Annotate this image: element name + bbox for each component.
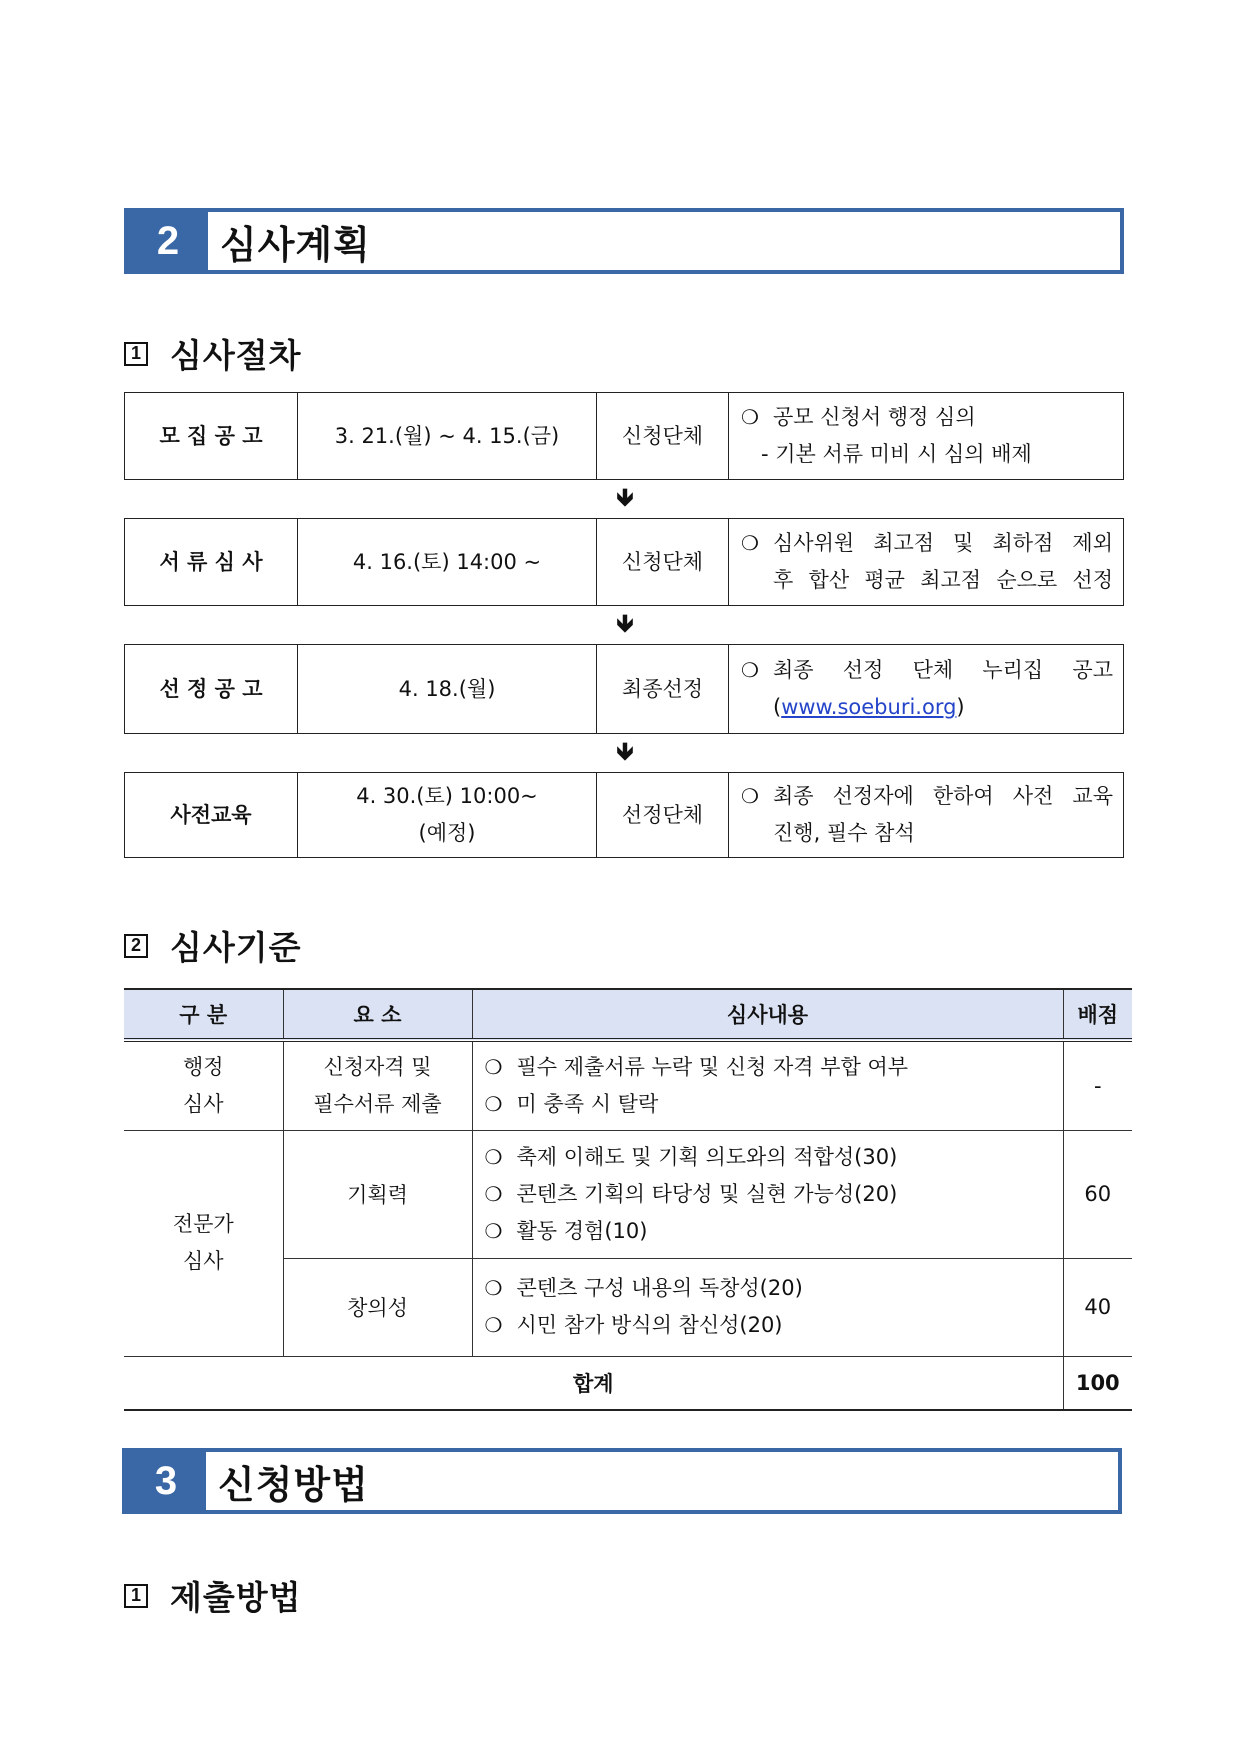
- score-cell: 60: [1063, 1130, 1132, 1258]
- step-description: ❍ 최종 선정 단체 누리집 공고 (www.soeburi.org): [729, 645, 1123, 733]
- subsection-title: 심사기준: [170, 928, 302, 967]
- step-target: 신청단체: [597, 519, 729, 605]
- table-header-row: [124, 989, 1132, 1040]
- criteria-table: [124, 988, 1132, 1411]
- step-target: 신청단체: [597, 393, 729, 479]
- subsection-title: 제출방법: [170, 1578, 302, 1617]
- step-name: 사전교육: [125, 773, 298, 857]
- column-header: 배점: [1063, 989, 1132, 1040]
- step-date: 4. 30.(토) 10:00~ (예정): [298, 773, 597, 857]
- element-cell: 창의성: [283, 1258, 472, 1356]
- subsection-header-submission: [124, 1572, 302, 1619]
- step-description: ❍ 공모 신청서 행정 심의 - 기본 서류 미비 시 심의 배제: [729, 393, 1123, 479]
- website-link[interactable]: www.soeburi.org: [781, 695, 957, 719]
- total-row: [124, 1356, 1132, 1410]
- section-header-3: [122, 1448, 1122, 1514]
- subsection-header-procedure: [124, 330, 302, 377]
- category-cell: 전문가 심사: [124, 1130, 283, 1356]
- bullet-icon: ❍: [484, 1218, 503, 1243]
- subsection-number: 2: [124, 934, 148, 958]
- bullet-icon: ❍: [484, 1144, 503, 1169]
- content-cell: ❍ 필수 제출서류 누락 및 신청 자격 부합 여부 ❍ 미 충족 시 탈락: [472, 1040, 1063, 1130]
- bullet-icon: ❍: [741, 531, 759, 555]
- bullet-icon: ❍: [741, 658, 759, 682]
- step-name: 모 집 공 고: [125, 393, 298, 479]
- content-cell: ❍ 축제 이해도 및 기획 의도와의 적합성(30) ❍ 콘텐츠 기획의 타당성 및 실현 가능성(20) ❍ 활동 경험(10): [472, 1130, 1063, 1258]
- procedure-step: [124, 518, 1124, 606]
- step-description: ❍ 심사위원 최고점 및 최하점 제외 후 합산 평균 최고점 순으로 선정: [729, 519, 1123, 605]
- section-number: 3: [126, 1452, 206, 1510]
- step-description: ❍ 최종 선정자에 한하여 사전 교육 진행, 필수 참석: [729, 773, 1123, 857]
- procedure-step: [124, 392, 1124, 480]
- score-cell: -: [1063, 1040, 1132, 1130]
- bullet-icon: ❍: [484, 1091, 503, 1116]
- subsection-header-criteria: [124, 922, 302, 969]
- step-name: 선 정 공 고: [125, 645, 298, 733]
- score-cell: 40: [1063, 1258, 1132, 1356]
- procedure-step: [124, 772, 1124, 858]
- column-header: 심사내용: [472, 989, 1063, 1040]
- step-date: 3. 21.(월) ~ 4. 15.(금): [298, 393, 597, 479]
- arrow-down-icon: 🡻: [616, 483, 634, 511]
- table-row: [124, 1130, 1132, 1258]
- element-cell: 기획력: [283, 1130, 472, 1258]
- step-target: 최종선정: [597, 645, 729, 733]
- section-header-2: [124, 208, 1124, 274]
- step-date: 4. 18.(월): [298, 645, 597, 733]
- content-cell: ❍ 콘텐츠 구성 내용의 독창성(20) ❍ 시민 참가 방식의 참신성(20): [472, 1258, 1063, 1356]
- column-header: 요 소: [283, 989, 472, 1040]
- section-title: 신청방법: [218, 1462, 369, 1507]
- subsection-number: 1: [124, 1584, 148, 1608]
- bullet-icon: ❍: [484, 1054, 503, 1079]
- bullet-icon: ❍: [484, 1276, 503, 1300]
- step-date: 4. 16.(토) 14:00 ~: [298, 519, 597, 605]
- subsection-title: 심사절차: [170, 336, 302, 375]
- total-label: 합계: [124, 1356, 1063, 1410]
- arrow-down-icon: 🡻: [616, 737, 634, 765]
- bullet-icon: ❍: [484, 1181, 503, 1206]
- bullet-icon: ❍: [741, 784, 759, 808]
- category-cell: 행정 심사: [124, 1040, 283, 1130]
- table-row: [124, 1040, 1132, 1130]
- section-title: 심사계획: [220, 222, 371, 267]
- bullet-icon: ❍: [741, 405, 759, 429]
- step-target: 선정단체: [597, 773, 729, 857]
- bullet-icon: ❍: [484, 1313, 503, 1337]
- section-number: 2: [128, 212, 208, 270]
- element-cell: 신청자격 및 필수서류 제출: [283, 1040, 472, 1130]
- total-score: 100: [1063, 1356, 1132, 1410]
- step-name: 서 류 심 사: [125, 519, 298, 605]
- procedure-step: [124, 644, 1124, 734]
- subsection-number: 1: [124, 342, 148, 366]
- arrow-down-icon: 🡻: [616, 609, 634, 637]
- column-header: 구 분: [124, 989, 283, 1040]
